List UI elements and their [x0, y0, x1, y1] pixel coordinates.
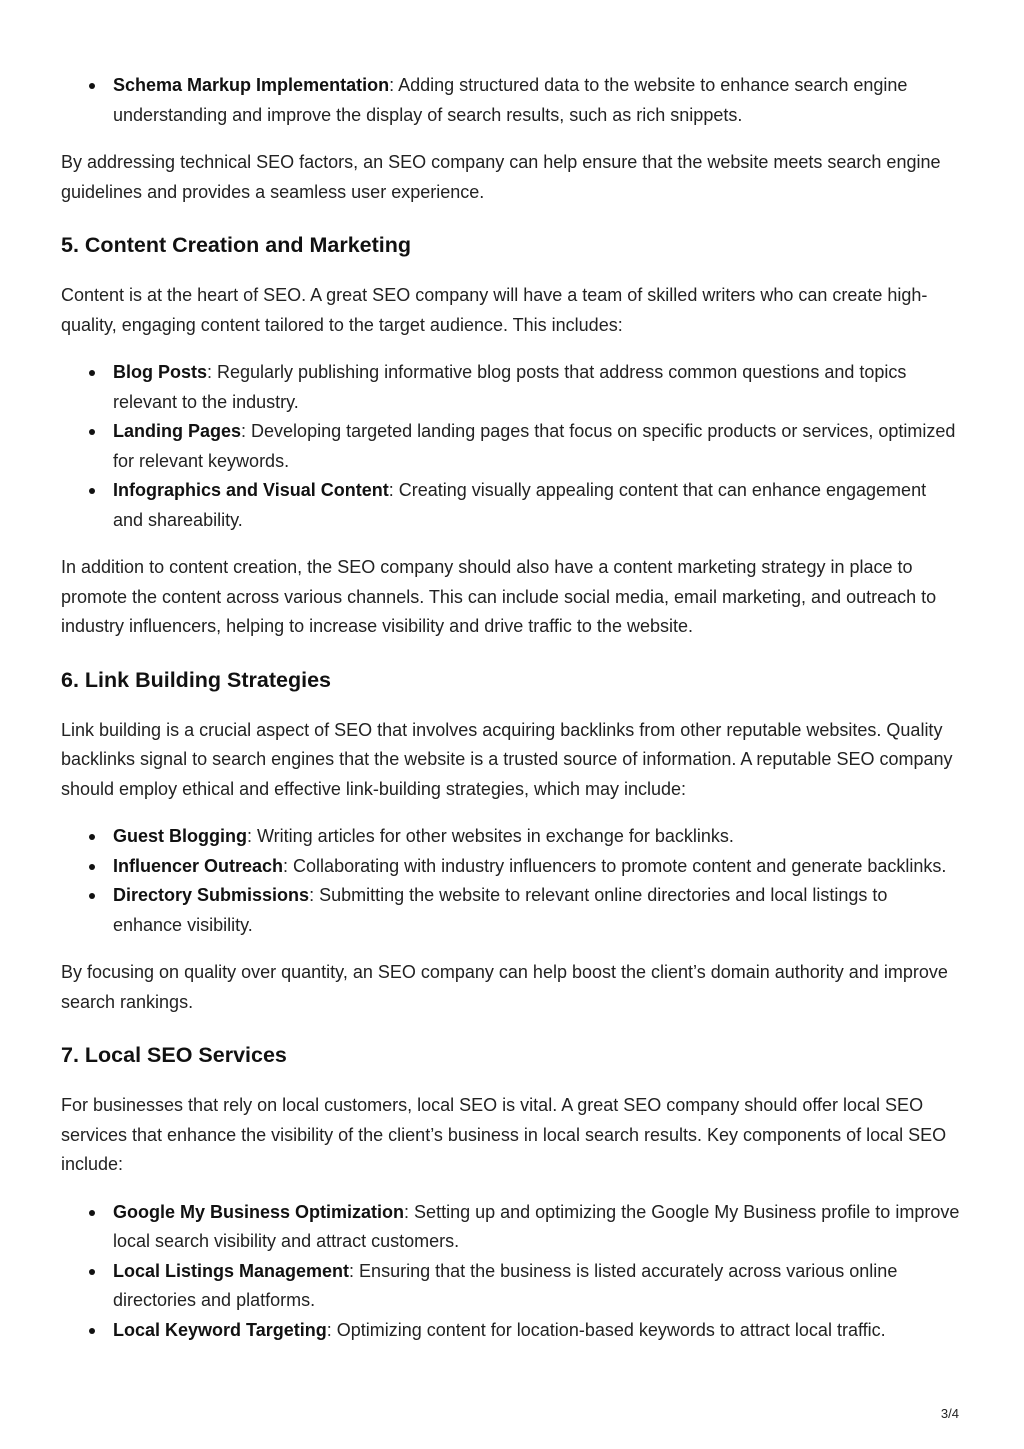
list-item	[113, 71, 961, 130]
bullet-list-schema	[61, 71, 961, 130]
list-item	[113, 1257, 961, 1316]
list-item-desc: : Writing articles for other websites in exchange for backlinks.	[247, 826, 734, 846]
list-item-term: Local Listings Management	[113, 1260, 350, 1281]
section-heading-content-creation: 5. Content Creation and Marketing	[61, 233, 412, 257]
bullet-list	[61, 822, 961, 940]
list-item-term: Guest Blogging	[113, 826, 247, 846]
section-intro: Link building is a crucial aspect of SEO that involves acquiring backlinks from other reputable websites. Quality backlinks signal to search engines that the website is a trusted source of information. A reputable SEO company should employ ethical and effective link-building strategies, which may include:	[61, 719, 953, 799]
list-item-desc: : Regularly publishing informative blog posts that address common questions and topics relevant to the industry.	[113, 362, 907, 412]
list-item-term: Directory Submissions	[113, 885, 310, 905]
document-page	[61, 0, 961, 1345]
list-item	[113, 476, 961, 535]
list-item-term: Blog Posts	[113, 362, 208, 382]
list-item	[113, 881, 961, 940]
page-number: 3/4	[940, 1406, 959, 1421]
list-item	[113, 417, 961, 476]
list-item	[113, 852, 961, 882]
list-item-desc: : Developing targeted landing pages that focus on specific products or services, optimized for relevant keywords.	[113, 421, 956, 471]
list-item-desc: : Ensuring that the business is listed accurately across various online directories and platforms.	[113, 1260, 898, 1310]
list-item-desc: : Creating visually appealing content that can enhance engagement and shareability.	[113, 480, 927, 530]
list-item-term: Local Keyword Targeting	[113, 1319, 327, 1340]
section-closing: In addition to content creation, the SEO company should also have a content marketing strategy in place to promote the content across various channels. This can include social media, email marketing, and outreach to industry influencers, helping to increase visibility and drive traffic to the website.	[61, 557, 937, 636]
list-item-term: Google My Business Optimization	[113, 1201, 405, 1222]
list-item-term: Schema Markup Implementation	[113, 75, 390, 95]
list-item-desc: : Setting up and optimizing the Google My Business profile to improve local search visibility and attract customers.	[113, 1201, 960, 1251]
list-item	[113, 822, 961, 852]
bullet-list	[61, 1198, 961, 1346]
list-item-term: Landing Pages	[113, 421, 242, 441]
list-item	[113, 358, 961, 417]
technical-seo-summary: By addressing technical SEO factors, an SEO company can help ensure that the website meets search engine guidelines and provides a seamless user experience.	[61, 152, 941, 202]
list-item-desc: : Adding structured data to the website to enhance search engine understanding and improve the display of search results, such as rich snippets.	[113, 75, 908, 125]
list-item-desc: : Collaborating with industry influencers to promote content and generate backlinks.	[283, 855, 947, 876]
section-intro: Content is at the heart of SEO. A great SEO company will have a team of skilled writers who can create high-quality, engaging content tailored to the target audience. This includes:	[61, 285, 928, 335]
list-item-term: Influencer Outreach	[113, 855, 284, 876]
bullet-list	[61, 358, 961, 535]
section-heading-link-building: 6. Link Building Strategies	[61, 667, 331, 692]
list-item	[113, 1198, 961, 1257]
section-closing: By focusing on quality over quantity, an SEO company can help boost the client’s domain authority and improve search rankings.	[61, 962, 948, 1012]
list-item-term: Infographics and Visual Content	[113, 480, 389, 500]
list-item	[113, 1316, 961, 1346]
section-intro: For businesses that rely on local customers, local SEO is vital. A great SEO company should offer local SEO services that enhance the visibility of the client’s business in local search results. Key components of local SEO include:	[61, 1095, 947, 1174]
list-item-desc: : Submitting the website to relevant online directories and local listings to enhance visibility.	[113, 885, 888, 935]
list-item-desc: : Optimizing content for location-based keywords to attract local traffic.	[326, 1319, 886, 1340]
section-heading-local-seo: 7. Local SEO Services	[61, 1043, 287, 1067]
